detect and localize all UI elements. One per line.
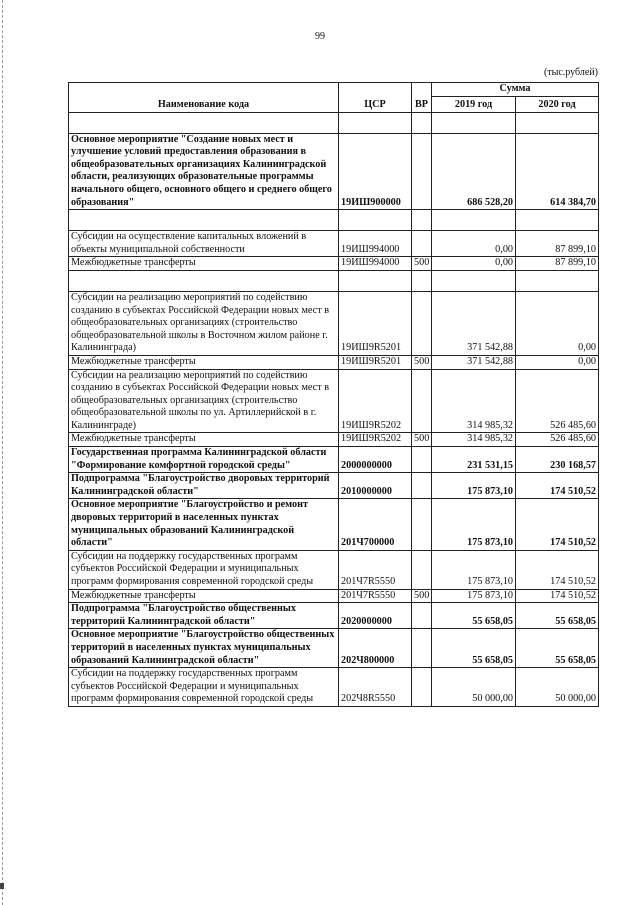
row-name: Межбюджетные трансферты — [69, 257, 339, 271]
row-2019: 55 658,05 — [432, 629, 516, 668]
table-row — [69, 473, 599, 499]
row-2020: 526 485,60 — [516, 369, 599, 433]
row-2020: 0,00 — [516, 355, 599, 369]
row-csr: 19ИШ9R5202 — [339, 369, 412, 433]
units-label: (тыс.рублей) — [543, 67, 598, 78]
row-csr: 2000000000 — [339, 447, 412, 473]
row-2019: 0,00 — [432, 231, 516, 257]
row-2020: 55 658,05 — [516, 603, 599, 629]
row-2020: 87 899,10 — [516, 231, 599, 257]
row-name: Подпрограмма "Благоустройство общественных территорий Калининградской области" — [69, 603, 339, 629]
table-row — [69, 499, 599, 550]
row-2020: 614 384,70 — [516, 133, 599, 210]
row-csr: 19ИШ9R5201 — [339, 291, 412, 355]
table-row — [69, 369, 599, 433]
row-csr: 19ИШ994000 — [339, 257, 412, 271]
row-2020: 55 658,05 — [516, 629, 599, 668]
header-name: Наименование кода — [69, 83, 339, 113]
table-row — [69, 355, 599, 369]
header-2020: 2020 год — [516, 96, 599, 112]
row-csr: 201Ч7R5550 — [339, 589, 412, 603]
row-2019: 314 985,32 — [432, 369, 516, 433]
row-name: Субсидии на поддержку государственных программ субъектов Российской Федерации и муниципальных программ формирования современной городской среды — [69, 668, 339, 707]
row-csr: 19ИШ9R5202 — [339, 433, 412, 447]
row-2020: 174 510,52 — [516, 473, 599, 499]
row-vr — [412, 447, 432, 473]
row-vr — [412, 369, 432, 433]
row-2019: 50 000,00 — [432, 668, 516, 707]
row-name: Межбюджетные трансферты — [69, 433, 339, 447]
row-2019: 175 873,10 — [432, 473, 516, 499]
row-vr: 500 — [412, 433, 432, 447]
row-name: Субсидии на реализацию мероприятий по содействию созданию в субъектах Российской Федерации новых мест в общеобразовательных организациях (строительство общеобразовательной школы по ул. Артиллерийской в г. Калининграде) — [69, 369, 339, 433]
row-name: Межбюджетные трансферты — [69, 355, 339, 369]
row-csr: 202Ч8R5550 — [339, 668, 412, 707]
row-name: Субсидии на поддержку государственных программ субъектов Российской Федерации и муниципальных программ формирования современной городской среды — [69, 550, 339, 589]
row-csr: 202Ч800000 — [339, 629, 412, 668]
row-csr: 19ИШ900000 — [339, 133, 412, 210]
row-csr: 2020000000 — [339, 603, 412, 629]
row-vr — [412, 550, 432, 589]
table-row — [69, 112, 599, 133]
row-2019: 371 542,88 — [432, 355, 516, 369]
row-2020: 87 899,10 — [516, 257, 599, 271]
row-name: Межбюджетные трансферты — [69, 589, 339, 603]
row-csr: 201Ч700000 — [339, 499, 412, 550]
row-vr — [412, 291, 432, 355]
row-2020: 0,00 — [516, 291, 599, 355]
margin-mark — [0, 883, 4, 889]
row-name: Субсидии на реализацию мероприятий по содействию созданию в субъектах Российской Федерации новых мест в общеобразовательных организациях (строительство общеобразовательной школы в Восточном жилом районе г. Калининграда) — [69, 291, 339, 355]
table-row — [69, 257, 599, 271]
table-row — [69, 433, 599, 447]
row-2019: 175 873,10 — [432, 589, 516, 603]
row-name: Основное мероприятие "Создание новых мест и улучшение условий предоставления образования в общеобразовательных организациях Калининградской области, реализующих образовательные программы начального общего, основного общего и среднего общего образования" — [69, 133, 339, 210]
page-number: 99 — [315, 31, 325, 42]
row-vr: 500 — [412, 257, 432, 271]
row-2019: 231 531,15 — [432, 447, 516, 473]
row-vr — [412, 603, 432, 629]
row-csr: 19ИШ994000 — [339, 231, 412, 257]
row-2019: 175 873,10 — [432, 499, 516, 550]
row-vr — [412, 499, 432, 550]
row-name: Государственная программа Калининградской области "Формирование комфортной городской среды" — [69, 447, 339, 473]
row-vr: 500 — [412, 589, 432, 603]
row-2019: 55 658,05 — [432, 603, 516, 629]
row-csr: 201Ч7R5550 — [339, 550, 412, 589]
row-csr: 19ИШ9R5201 — [339, 355, 412, 369]
row-vr — [412, 668, 432, 707]
row-2019: 175 873,10 — [432, 550, 516, 589]
table-row — [69, 589, 599, 603]
row-2020: 174 510,52 — [516, 589, 599, 603]
row-vr: 500 — [412, 355, 432, 369]
row-name: Основное мероприятие "Благоустройство и ремонт дворовых территорий в населенных пунктах муниципальных образований Калининградской области" — [69, 499, 339, 550]
budget-table — [68, 82, 599, 707]
table-row — [69, 629, 599, 668]
header-vr: ВР — [412, 83, 432, 113]
row-2020: 526 485,60 — [516, 433, 599, 447]
row-2019: 314 985,32 — [432, 433, 516, 447]
table-row — [69, 133, 599, 210]
row-2020: 174 510,52 — [516, 550, 599, 589]
row-2020: 50 000,00 — [516, 668, 599, 707]
table-row — [69, 668, 599, 707]
row-2020: 230 168,57 — [516, 447, 599, 473]
table-row — [69, 603, 599, 629]
row-2019: 371 542,88 — [432, 291, 516, 355]
table-row — [69, 550, 599, 589]
table-row — [69, 291, 599, 355]
row-vr — [412, 473, 432, 499]
row-csr: 2010000000 — [339, 473, 412, 499]
row-vr — [412, 133, 432, 210]
header-2019: 2019 год — [432, 96, 516, 112]
header-sum: Сумма — [432, 83, 599, 97]
row-vr — [412, 231, 432, 257]
row-name: Подпрограмма "Благоустройство дворовых территорий Калининградской области" — [69, 473, 339, 499]
table-row — [69, 231, 599, 257]
row-2019: 0,00 — [432, 257, 516, 271]
table-row — [69, 447, 599, 473]
table-row — [69, 270, 599, 291]
table-row — [69, 210, 599, 231]
row-2020: 174 510,52 — [516, 499, 599, 550]
row-name: Субсидии на осуществление капитальных вложений в объекты муниципальной собственности — [69, 231, 339, 257]
header-csr: ЦСР — [339, 83, 412, 113]
row-2019: 686 528,20 — [432, 133, 516, 210]
row-vr — [412, 629, 432, 668]
row-name: Основное мероприятие "Благоустройство общественных территорий в населенных пунктах муниципальных образований Калининградской области" — [69, 629, 339, 668]
left-margin-line — [2, 0, 3, 905]
